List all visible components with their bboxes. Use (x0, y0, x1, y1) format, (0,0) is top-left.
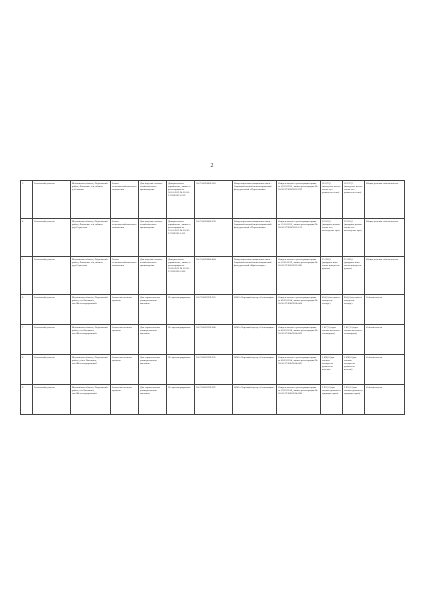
ownership-cell: Собственность (365, 355, 405, 385)
encumbrance-cell: Доверительное управление, запись о регистрации от 10.05.2012 № 50-50-27/020/2012-300 (167, 257, 195, 295)
table-row (21, 295, 405, 325)
certificate-cell: Свидетельство о регистрации права от 06.03.2014, запись регистрации № 50-50-27/006/2014-003 (277, 325, 321, 355)
object-cell: Земельный участок (33, 257, 71, 295)
table-row (21, 355, 405, 385)
cadastral-cell: 50:27:0020709:352 (195, 355, 233, 385)
address-cell: Московская область, Подольский район, с/пос Лаговское, пос.Железнодорожный (71, 355, 111, 385)
address-cell: Московская область, Подольский район, с/п Лаговское, пос.Железнодорожный (71, 385, 111, 415)
area-cell-2: 2 498,0 (две тысячи четыреста девяносто восемь) (343, 355, 365, 385)
holder-cell: Владельцы инвестиционных паев – Закрытый паевой инвестиционный фонд рентный «Красногорье» (233, 257, 277, 295)
area-cell: 56 197,0 (пятьдесят шесть тысяч сто девяносто семь) (321, 181, 343, 219)
area-cell: 3 931,0 (три тысячи девятьсот тридцать один) (321, 385, 343, 415)
area-cell-2: 29 163,0 (двадцать девять тысяч сто шестьдесят три) (343, 219, 365, 257)
category-cell: Земли населенных пунктов (111, 385, 139, 415)
area-cell: 1 617,0 (одна тысяча шестьсот семнадцать) (321, 325, 343, 355)
use-cell: Для строительства универсального магазина (139, 355, 167, 385)
object-cell: Земельный участок (33, 219, 71, 257)
use-cell: Для ведения сельско-хозяйственного производства (139, 181, 167, 219)
category-cell: Земли сельскохозяйственного назначения (111, 181, 139, 219)
holder-cell: ООО «Торговый центр «Стекольщик» (233, 385, 277, 415)
ownership-cell: Общая долевая собственность (365, 219, 405, 257)
cadastral-cell: 50:27:0030060:583 (195, 181, 233, 219)
holder-cell: ООО «Торговый центр «Стекольщик» (233, 355, 277, 385)
address-cell: Московская область, Подольский район, Лаговское с/п, вблизи дер.Сергеевка (71, 219, 111, 257)
area-cell: 854,0 (восемьсот пятьдесят четыре) (321, 295, 343, 325)
certificate-cell: Свидетельство о регистрации права от 06.03.2014, запись регистрации № 50-50-27/006/2014-004 (277, 295, 321, 325)
row-number: 3 (21, 181, 33, 219)
ownership-cell: Общая долевая собственность (365, 257, 405, 295)
cadastral-cell: 50:27:0020709:367 (195, 385, 233, 415)
object-cell: Земельный участок (33, 295, 71, 325)
ownership-cell: Собственность (365, 385, 405, 415)
use-cell: Для строительства универсального магазина (139, 325, 167, 355)
address-cell: Московская область, Подольский район, с/п Лаговское, пос.Железнодорожный (71, 295, 111, 325)
encumbrance-cell: Не зарегистрировано (167, 295, 195, 325)
object-cell: Земельный участок (33, 325, 71, 355)
object-cell: Земельный участок (33, 355, 71, 385)
category-cell: Земли населенных пунктов (111, 355, 139, 385)
certificate-cell: Свидетельство о регистрации права от 10.05.2012, запись регистрации № 50-50-27/020/2012-300 (277, 257, 321, 295)
table-row (21, 257, 405, 295)
holder-cell: Владельцы инвестиционных паев – Закрытый паевой инвестиционный фонд рентный «Перспектива» (233, 219, 277, 257)
use-cell: Для строительства универсального магазина (139, 295, 167, 325)
use-cell: Для ведения сельско-хозяйственного производства (139, 257, 167, 295)
address-cell: Московская область, Подольский район, Лаговское с/п, вблизи дер.Сергеевка (71, 257, 111, 295)
table-row (21, 325, 405, 355)
category-cell: Земли населенных пунктов (111, 325, 139, 355)
table-row (21, 385, 405, 415)
encumbrance-cell: Не зарегистрировано (167, 385, 195, 415)
ownership-cell: Общая долевая собственность (365, 181, 405, 219)
ownership-cell: Собственность (365, 325, 405, 355)
ownership-cell: Собственность (365, 295, 405, 325)
use-cell: Для строительства универсального магазина (139, 385, 167, 415)
area-cell: 25 059,0 (двадцать пять тысяч пятьдесят девять) (321, 257, 343, 295)
cadastral-cell: 50:27:0030060:558 (195, 219, 233, 257)
cadastral-cell: 50:27:0020709:325 (195, 295, 233, 325)
certificate-cell: Свидетельство о регистрации права от 16.10.2013, запись регистрации № 50-50-27/028/2013-259 (277, 181, 321, 219)
holder-cell: Владельцы инвестиционных паев – Закрытый паевой инвестиционный фонд рентный «Перспектива» (233, 181, 277, 219)
area-cell-2: 25 059,0 (двадцать пять тысяч пятьдесят девять) (343, 257, 365, 295)
category-cell: Земли населенных пунктов (111, 295, 139, 325)
object-cell: Земельный участок (33, 181, 71, 219)
certificate-cell: Свидетельство о регистрации права от 06.03.2014, запись регистрации № 50-50-27/006/2014-005 (277, 355, 321, 385)
land-registry-table (20, 180, 405, 415)
area-cell-2: 854,0 (восемьсот пятьдесят четыре) (343, 295, 365, 325)
area-cell-2: 56 197,0 (пятьдесят шесть тысяч сто девяносто семь) (343, 181, 365, 219)
encumbrance-cell: Доверительное управление, запись о регистрации от 15.10.2013 № 50-50-27/028/2013-152 (167, 219, 195, 257)
encumbrance-cell: Не зарегистрировано (167, 325, 195, 355)
holder-cell: ООО «Торговый центр «Стекольщик» (233, 325, 277, 355)
address-cell: Московская область, Подольский район, Лаговское с/п, вблизи д.Сеньково (71, 181, 111, 219)
row-number: 5 (21, 257, 33, 295)
row-number: 9 (21, 385, 33, 415)
certificate-cell: Свидетельство о регистрации права от 15.10.2013, запись регистрации № 50-50-27/028/2013-152 (277, 219, 321, 257)
encumbrance-cell: Не зарегистрировано (167, 355, 195, 385)
row-number: 6 (21, 295, 33, 325)
category-cell: Земли сельскохозяйственного назначения (111, 257, 139, 295)
table-row (21, 181, 405, 219)
encumbrance-cell: Доверительное управление, запись о регистрации от 16.10.2013 № 50-50-27/028/2013-259 (167, 181, 195, 219)
holder-cell: ООО «Торговый центр «Стекольщик» (233, 295, 277, 325)
row-number: 7 (21, 325, 33, 355)
object-cell: Земельный участок (33, 385, 71, 415)
cadastral-cell: 50:27:0030060:464 (195, 257, 233, 295)
area-cell-2: 3 931,0 (три тысячи девятьсот тридцать один) (343, 385, 365, 415)
page-number: 2 (210, 163, 214, 169)
area-cell: 2 498,0 (две тысячи четыреста девяносто восемь) (321, 355, 343, 385)
certificate-cell: Свидетельство о регистрации права от 19.03.2014, запись регистрации № 50-50-27/006/2014-008 (277, 385, 321, 415)
area-cell: 29 163,0 (двадцать девять тысяч сто шестьдесят три) (321, 219, 343, 257)
address-cell: Московская область, Подольский район, с/п Лаговское, пос.Железнодорожный (71, 325, 111, 355)
cadastral-cell: 50:27:0020709:346 (195, 325, 233, 355)
row-number: 8 (21, 355, 33, 385)
area-cell-2: 1 617,0 (одна тысяча шестьсот семнадцать) (343, 325, 365, 355)
category-cell: Земли сельскохозяйственного назначения (111, 219, 139, 257)
row-number: 4 (21, 219, 33, 257)
table-row (21, 219, 405, 257)
use-cell: Для ведения сельско-хозяйственного производства (139, 219, 167, 257)
